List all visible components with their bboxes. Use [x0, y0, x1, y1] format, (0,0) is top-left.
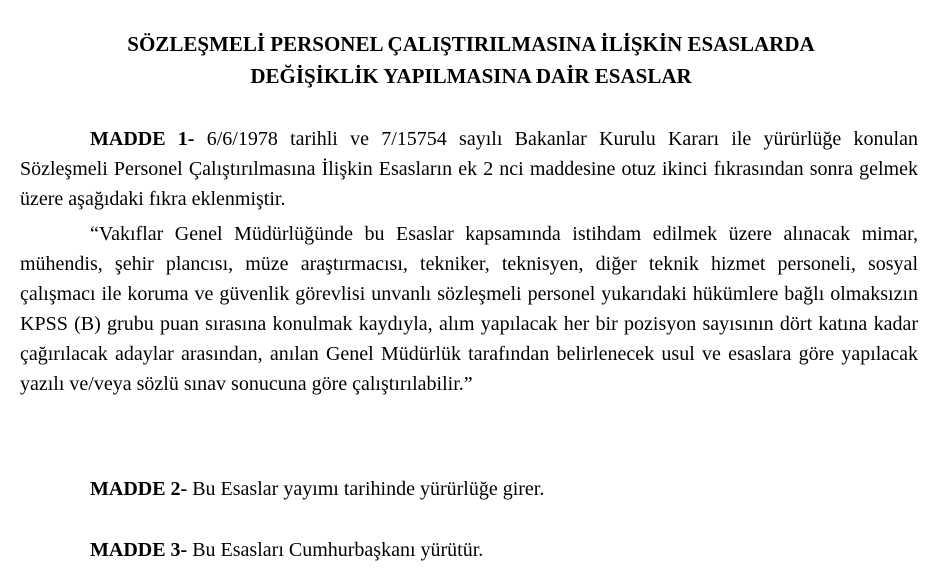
article-1-label: MADDE 1- [90, 128, 195, 150]
quoted-amendment-text: “Vakıflar Genel Müdürlüğünde bu Esaslar kapsamında istihdam edilmek üzere alınacak mimar, mühendis, şehir plancısı, müze araştırmacısı, tekniker, teknisyen, diğer teknik hizmet personeli, sosyal çalışmacı ile koruma ve güvenlik görevlisi unvanlı sözleşmeli personel yukarıdaki hükümlere bağlı olmaksızın KPSS (B) grubu puan sırasına konulmak kaydıyla, alım yapılacak her bir pozisyon sayısının dört katına kadar çağırılacak adaylar arasından, anılan Genel Müdürlük tarafından belirlenecek usul ve esaslara göre yapılacak yazılı ve/veya sözlü sınav sonucuna göre çalıştırılabilir.” [20, 223, 918, 395]
article-1-text: 6/6/1978 tarihli ve 7/15754 sayılı Bakanlar Kurulu Kararı ile yürürlüğe konulan Sözleşmeli Personel Çalıştırılmasına İlişkin Esasların ek 2 nci maddesine otuz ikinci fıkrasından sonra gelmek üzere aşağıdaki fıkra eklenmiştir. [20, 128, 918, 210]
document-title-line-1: SÖZLEŞMELİ PERSONEL ÇALIŞTIRILMASINA İLİŞKİN ESASLARDA [127, 32, 815, 56]
article-3-text: Bu Esasları Cumhurbaşkanı yürütür. [187, 539, 484, 561]
article-3-label: MADDE 3- [90, 539, 188, 561]
article-3-paragraph [20, 535, 918, 565]
article-2-paragraph [20, 474, 918, 504]
quoted-amendment-paragraph [20, 219, 918, 399]
document-title-line-2: DEĞİŞİKLİK YAPILMASINA DAİR ESASLAR [250, 64, 692, 88]
article-2-label: MADDE 2- [90, 478, 188, 500]
article-1-paragraph [20, 124, 918, 214]
article-2-text: Bu Esaslar yayımı tarihinde yürürlüğe girer. [187, 478, 545, 500]
